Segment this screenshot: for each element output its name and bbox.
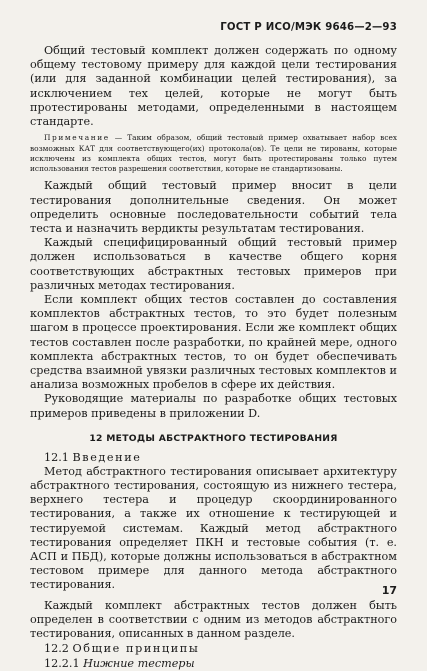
paragraph: Метод абстрактного тестирования описывает архитектуру абстрактного тестирования, состоящую из нижнего тестера, верхнего тестера и процедур скоординированного тестирования, а также их отношение к тестирующей и тестируемой системам. Каждый метод абстрактного тестирования определяет ПКН и тестовые события (т. е. АСП и ПБД), которые должны использоваться в абстрактном тестовом примере для данного метода абстрактного тестирования. [30,464,397,592]
subsection-12-1 [30,450,397,465]
subsection-title: Введение [72,450,142,464]
paragraph: Каждый общий тестовый пример вносит в цели тестирования дополнительные сведения. Он может определить основные последовательности событий тела теста и назначить вердикты результатам тестирования. [30,179,397,236]
page-header: ГОСТ Р ИСО/МЭК 9646—2—93 [220,22,397,33]
subsection-number: 12.2.1 [44,657,80,671]
subsection-12-2-1 [30,656,397,671]
section-title: 12 МЕТОДЫ АБСТРАКТНОГО ТЕСТИРОВАНИЯ [89,432,338,444]
paragraph: Каждый комплект абстрактных тестов должен быть определен в соответствии с одним из методов абстрактного тестирования, описанных в данном разделе. [30,598,397,641]
subsection-title: Общие принципы [72,642,200,656]
subsection-number: 12.1 [44,450,69,464]
paragraph: Если комплект общих тестов составлен до составления комплектов абстрактных тестов, то это будет полезным шагом в процессе проектирования. Если же комплект общих тестов составлен после разработки, по крайней мере, одного комплекта абстрактных тестов, то он будет обеспечивать средства взаимной увязки различных тестовых комплектов и анализа возможных пробелов в сфере их действия. [30,293,397,392]
note-label: Примечание [44,133,110,143]
subsection-12-2 [30,641,397,656]
subsection-title: Нижние тестеры [83,657,195,671]
paragraph: Руководящие материалы по разработке общих тестовых примеров приведены в приложении D. [30,392,397,420]
paragraph: Каждый специфицированный общий тестовый пример должен использоваться в качестве общего корня соответствующих абстрактных тестовых примеров при различных методах тестирования. [30,236,397,292]
page-body [30,44,397,671]
paragraph: Общий тестовый комплект должен содержать по одному общему тестовому примеру для каждой цели тестирования (или для заданной комбинации целей тестирования), за исключением тех целей, которые не могут быть протестированы методами, определенными в настоящем стандарте. [30,44,397,129]
page-number: 17 [381,584,397,597]
note [30,133,397,174]
note-text: — Таким образом, общий тестовый пример охватывает набор всех возможных КАТ для соответствующего(их) протокола(ов). Те цели не тированы, которые исключены из комплекта общих тестов, могут быть протестированы только путем использования тестов разрешения соответствия, которые не стандартизованы. [30,133,397,174]
subsection-number: 12.2 [44,642,69,656]
